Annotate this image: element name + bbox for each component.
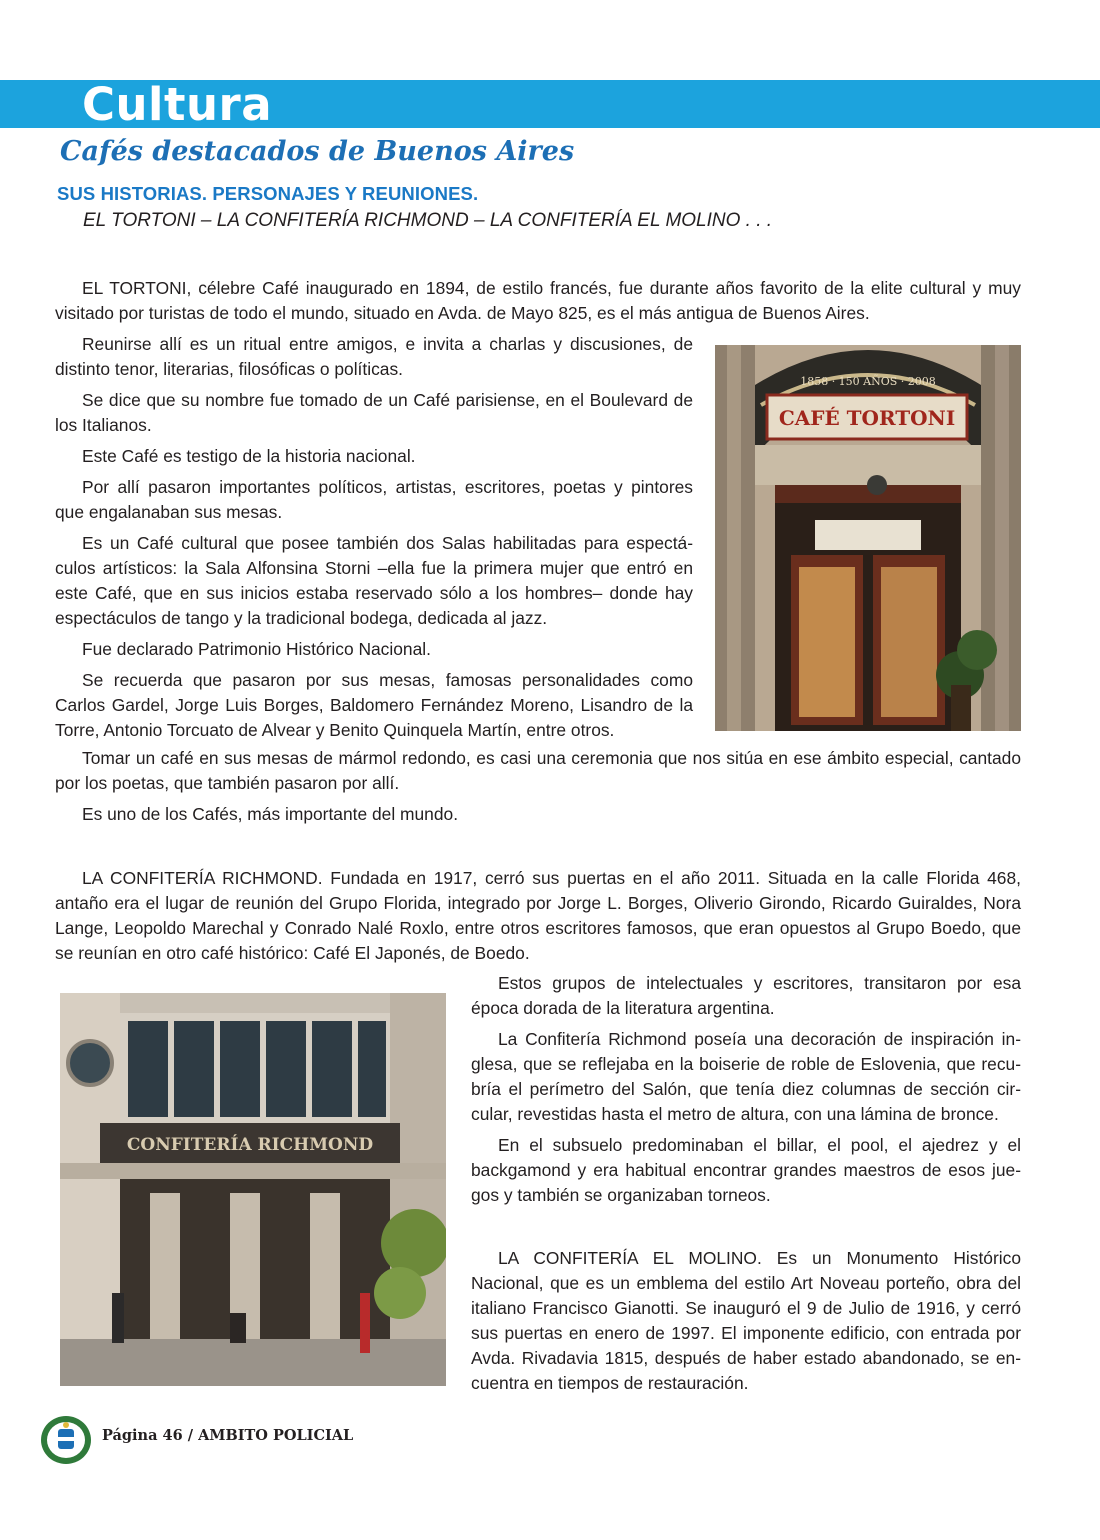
cafe-tortoni-photo: [715, 345, 1021, 731]
tortoni-paragraph: Fue declarado Patrimonio Histórico Nacional.: [82, 639, 431, 659]
page-footer: [40, 1415, 440, 1465]
section-title: Cultura: [82, 78, 273, 131]
tortoni-paragraph: Se dice que su nombre fue tomado de un Café parisiense, en el Boulevard de los Italianos.: [55, 390, 693, 435]
police-seal-icon: [40, 1415, 92, 1465]
tortoni-paragraph: Es un Café cultural que posee también dos Salas habilitadas para espectáculos artísticos: la Sala Alfonsina Storni –ella fue la primera mujer que entró en este Café, que en sus inicios estaba reservado sólo a los hombres– donde hay espectáculos de tango y la tradicional bodega, dedicada al jazz.: [55, 533, 693, 628]
tortoni-paragraph: Se recuerda que pasaron por sus mesas, famosas personalidades como Carlos Gardel, Jorge Luis Borges, Baldomero Fernández Moreno, Lisandro de la Torre, Antonio Torcuato de Alvear y Benito Quinquela Martín, entre otros.: [55, 670, 693, 740]
tortoni-sign-text: CAFÉ TORTONI: [778, 406, 956, 430]
confiteria-richmond-illustration: [60, 993, 446, 1386]
richmond-paragraph: En el subsuelo predominaban el billar, el pool, el ajedrez y el backgamond y era habitual encontrar grandes maestros de esos juegos y también se organizaban torneos.: [471, 1135, 1021, 1205]
cafe-tortoni-illustration: [715, 345, 1021, 731]
molino-paragraph: LA CONFITERÍA EL MOLINO. Es un Monumento Histórico Nacional, que es un emblema del estilo Art Noveau porteño, obra del italiano Francisco Gianotti. Se inauguró el 9 de Julio de 1916, y cerró sus puertas en enero de 1997. El imponente edificio, con entrada por Avda. Rivadavia 1815, después de haber estado abandonado, se encuentra en tiempos de restauración.: [471, 1248, 1021, 1393]
tortoni-paragraph: Reunirse allí es un ritual entre amigos, e invita a charlas y discusiones, de distinto tenor, literarias, filosóficas o políticas.: [55, 334, 693, 379]
tortoni-closing-paragraph: Tomar un café en sus mesas de mármol redondo, es casi una ceremonia que nos sitúa en ese ámbito especial, cantado por los poetas, que también pasaron por allí.: [55, 748, 1021, 793]
tortoni-intro-block: [55, 276, 1021, 332]
page-number: Página 46: [102, 1427, 183, 1444]
tortoni-paragraph: Este Café es testigo de la historia nacional.: [82, 446, 416, 466]
richmond-intro: LA CONFITERÍA RICHMOND. Fundada en 1917, cerró sus puertas en el año 2011. Situada en la calle Florida 468, antaño era el lugar de reunión del Grupo Florida, integrado por Jorge L. Borges, Oliverio Girondo, Ricardo Guiraldes, Nora Lange, Leopoldo Marechal y Conrado Nalé Roxlo, entre otros escritores famosos, que eran opuestos al Grupo Boedo, que se reunían en otro café histórico: Café El Japonés, de Boedo.: [55, 868, 1021, 963]
richmond-sign-text: CONFITERÍA RICHMOND: [126, 1135, 374, 1155]
footer-page-label: [102, 1427, 353, 1444]
richmond-paragraph: Estos grupos de intelectuales y escritores, transitaron por esa época dorada de la literatura argentina.: [471, 973, 1021, 1018]
richmond-column: [471, 971, 1021, 1214]
magazine-name: / AMBITO POLICIAL: [187, 1427, 354, 1444]
article-lead: EL TORTONI – LA CONFITERÍA RICHMOND – LA CONFITERÍA EL MOLINO . . .: [83, 210, 773, 231]
tortoni-closing-paragraph: Es uno de los Cafés, más importante del mundo.: [82, 804, 459, 824]
confiteria-richmond-photo: [60, 993, 446, 1386]
tortoni-intro: EL TORTONI, célebre Café inaugurado en 1894, de estilo francés, fue durante años favorito de la elite cultural y muy visitado por turistas de todo el mundo, situado en Avda. de Mayo 825, es el más antigua de Buenos Aires.: [55, 278, 1021, 323]
tortoni-paragraph: Por allí pasaron importantes políticos, artistas, escritores, poetas y pintores que engalanaban sus mesas.: [55, 477, 693, 522]
richmond-paragraph: La Confitería Richmond poseía una decoración de inspiración inglesa, que se reflejaba en la boiserie de roble de Eslovenia, que recubría el perímetro del Salón, que tenía diez columnas de sección circular, revestidas hasta el metro de altura, con una lámina de bronce.: [471, 1029, 1021, 1124]
tortoni-column: [55, 332, 693, 749]
richmond-intro-block: [55, 866, 1021, 972]
molino-column: [471, 1246, 1021, 1402]
article-kicker: SUS HISTORIAS. PERSONAJES Y REUNIONES.: [57, 183, 479, 204]
article-title: Cafés destacados de Buenos Aires: [60, 136, 575, 167]
tortoni-closing: [55, 746, 1021, 833]
section-header-band: [0, 78, 1100, 131]
tortoni-arch-text: 1858 · 150 AÑOS · 2008: [800, 375, 936, 388]
